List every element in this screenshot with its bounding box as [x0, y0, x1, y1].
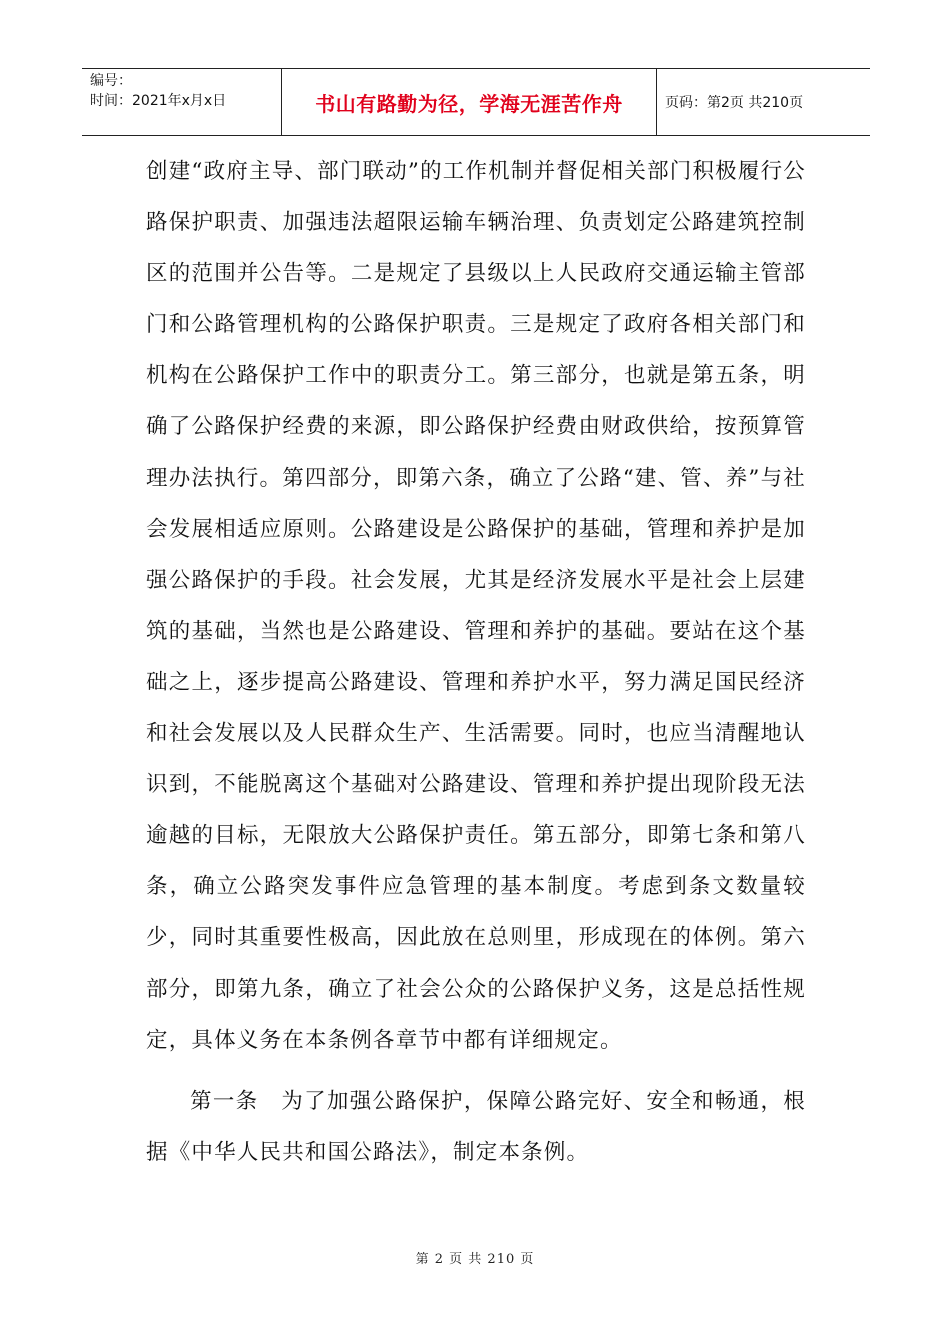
- body-paragraph: 创建“政府主导、部门联动”的工作机制并督促相关部门积极履行公路保护职责、加强违法超限运输车辆治理、负责划定公路建筑控制区的范围并公告等。二是规定了县级以上人民政府交通运输主管部门和公路管理机构的公路保护职责。三是规定了政府各相关部门和机构在公路保护工作中的职责分工。第三部分，也就是第五条，明确了公路保护经费的来源，即公路保护经费由财政供给，按预算管理办法执行。第四部分，即第六条，确立了公路“建、管、养”与社会发展相适应原则。公路建设是公路保护的基础，管理和养护是加强公路保护的手段。社会发展，尤其是经济发展水平是社会上层建筑的基础，当然也是公路建设、管理和养护的基础。要站在这个基础之上，逐步提高公路建设、管理和养护水平，努力满足国民经济和社会发展以及人民群众生产、生活需要。同时，也应当清醒地认识到，不能脱离这个基础对公路建设、管理和养护提出现阶段无法逾越的目标，无限放大公路保护责任。第五部分，即第七条和第八条，确立公路突发事件应急管理的基本制度。考虑到条文数量较少，同时其重要性极高，因此放在总则里，形成现在的体例。第六部分，即第九条，确立了社会公众的公路保护义务，这是总括性规定，具体义务在本条例各章节中都有详细规定。: [146, 159, 806, 1053]
- header-meta: [82, 69, 282, 135]
- time-label: 时间：2021年x月x日: [90, 93, 227, 109]
- page-header: [82, 68, 870, 136]
- header-motto: 书山有路勤为径，学海无涯苦作舟: [282, 69, 657, 135]
- page-footer: 第 2 页 共 210 页: [415, 1252, 535, 1267]
- header-page-info: 页码：第2页 共210页: [665, 95, 804, 111]
- article-paragraph: 第一条 为了加强公路保护，保障公路完好、安全和畅通，根据《中华人民共和国公路法》，制定本条例。: [146, 1088, 806, 1165]
- document-body: [146, 146, 806, 1178]
- number-label: 编号：: [90, 73, 132, 89]
